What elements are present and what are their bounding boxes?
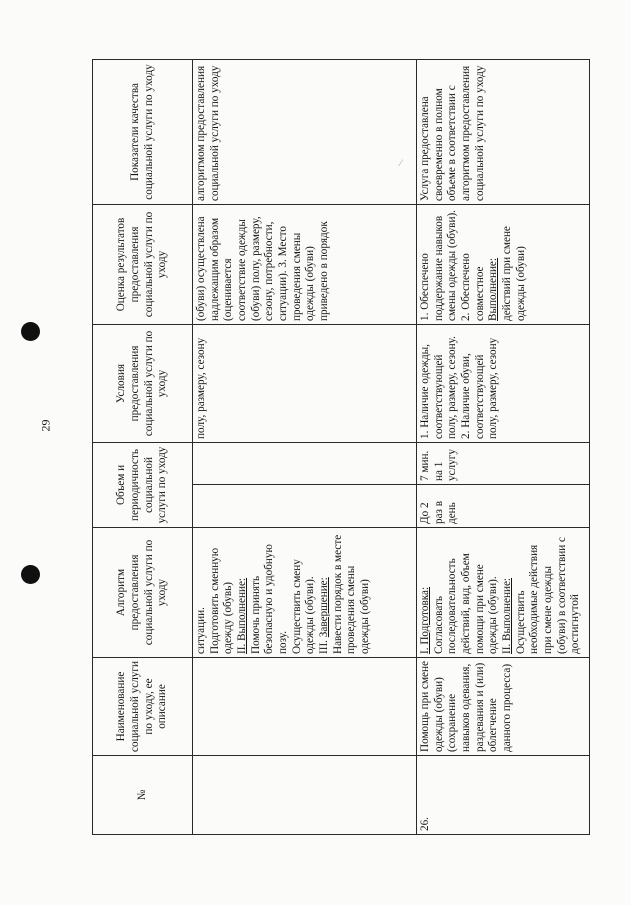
row26-algorithm-l4: Осуществить необходимые действия при смене одежды (обуви) в соответствии с достигнутой: [514, 536, 582, 654]
cont-assessment-cell: (обуви) осуществлена надлежащим образом (оценивается соответствие одежды (обуви) полу, размеру, сезону, потребности, ситуации). 3. Место проведения смены одежды (обуви) приведено в порядок: [193, 204, 417, 324]
rotated-table-wrapper: [92, 60, 589, 835]
punch-hole-bottom: [21, 565, 40, 584]
header-name: Наименование социальной услуги по уходу, ее описание: [93, 658, 193, 756]
cont-algorithm-l1: ситуации.: [195, 607, 207, 654]
row26-conditions: [417, 324, 590, 442]
row26-conditions-l1: 1. Наличие одежды, соответствующей полу, размеру, сезону.: [419, 336, 459, 439]
row26-periodicity: 7 мин. на 1 услугу: [417, 442, 590, 484]
page-number: 29: [38, 419, 53, 432]
header-indicators: Показатели качества социальной услуги по уходу: [93, 59, 193, 204]
row26-conditions-l2: 2. Наличие обуви, соответствующей полу, размеру, сезону: [459, 337, 500, 439]
stray-pen-mark: ⁄: [400, 158, 402, 168]
row26-assessment-l4: действий при смене одежды (обуви): [500, 226, 527, 321]
row26-name: Помощь при смене одежды (обуви) (сохранение навыков одевания, раздевания и (или) облегчение данного процесса): [417, 658, 590, 756]
header-row: [93, 59, 193, 834]
row26-algorithm-l2: Согласовать последовательность действий, вид, объем помощи при смене одежды (обуви).: [432, 553, 500, 654]
cont-periodicity-cell: [193, 442, 417, 484]
cont-algorithm-l6: Завершение:: [317, 577, 330, 638]
cont-algorithm-l3: II. Выполнение:: [235, 577, 248, 654]
header-assessment: Оценка результатов предоставления социальной услуги по уходу: [93, 204, 193, 324]
row26-assessment-l2: 2. Обеспечено совместное: [459, 253, 486, 321]
row26-indicators: Услуга предоставлена своевременно в полном объеме в соответствии с алгоритмом предоставления социальной услуги по уходу: [417, 59, 590, 204]
cont-conditions-cell: полу, размеру, сезону: [193, 324, 417, 442]
header-volume: Объем и периодичность социальной услуги по уходу: [93, 442, 193, 527]
cont-num-cell: [193, 756, 417, 835]
continuation-row: [193, 59, 417, 834]
cont-indicators-cell: алгоритмом предоставления социальной услуги по уходу: [193, 59, 417, 204]
header-conditions: Условия предоставления социальной услуги по уходу: [93, 324, 193, 442]
cont-algorithm-l7: Навести порядок в месте проведения смены одежды (обуви): [331, 534, 371, 654]
row26-assessment-l3: Выполнение:: [487, 257, 500, 321]
header-num: №: [93, 756, 193, 835]
cont-volume-cell: [193, 485, 417, 528]
table-row-26: [417, 59, 590, 834]
punch-hole-top: [21, 322, 40, 341]
cont-name-cell: [193, 658, 417, 756]
row26-assessment: [417, 204, 590, 324]
cont-algorithm-l6-prefix: III.: [317, 637, 330, 654]
services-table: [92, 59, 590, 835]
row26-assessment-l1: 1. Обеспечено поддержание навыков смены одежды (обуви).: [419, 210, 459, 321]
header-algorithm: Алгоритм предоставления социальной услуги по уходу: [93, 528, 193, 658]
cont-algorithm-l5: Осуществить смену одежды (обуви).: [290, 559, 317, 654]
cont-algorithm-l2: Подготовить сменную одежду (обувь): [208, 547, 235, 654]
row26-algorithm: [417, 528, 590, 658]
row26-algorithm-l1: I. Подготовка:: [419, 586, 431, 654]
row26-volume: До 2 раз в день: [417, 485, 590, 528]
cont-algorithm-cell: [193, 528, 417, 658]
cont-algorithm-l4: Помочь принять безопасную и удобную позу.: [249, 544, 289, 654]
row26-num: 26.: [417, 756, 590, 835]
row26-algorithm-l3: II. Выполнение:: [500, 577, 513, 654]
